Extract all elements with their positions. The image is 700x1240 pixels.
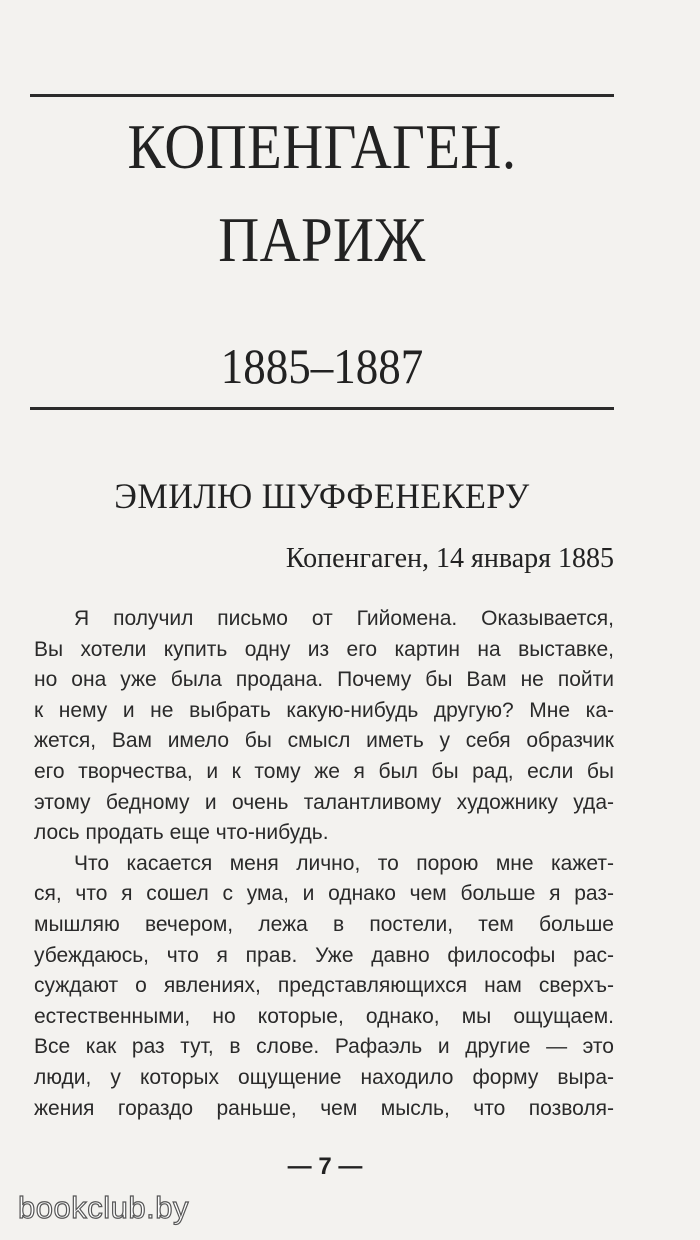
- chapter-title-line-2: ПАРИЖ: [218, 205, 426, 275]
- text-line: Вы хотели купить одну из его картин на выставке,: [34, 637, 614, 661]
- text-line: люди, у которых ощущение находило форму выра-: [34, 1065, 614, 1089]
- text-line: Все как раз тут, в слове. Рафаэль и другие — это: [34, 1035, 614, 1059]
- top-rule: [30, 94, 614, 97]
- letter-recipient: ЭМИЛЮ ШУФФЕНЕКЕРУ: [114, 476, 530, 516]
- site-watermark: bookclub.by: [18, 1190, 189, 1225]
- text-line: лось продать еще что-нибудь.: [34, 821, 329, 845]
- page-number: — 7 —: [287, 1153, 363, 1180]
- text-line: ся, что я сошел с ума, и однако чем больше я раз-: [34, 882, 614, 906]
- text-line: убеждаюсь, что я прав. Уже давно философы рас-: [34, 943, 614, 967]
- text-line: естественными, но которые, однако, мы ощущаем.: [34, 1004, 614, 1028]
- text-line: этому бедному и очень талантливому художнику уда-: [34, 790, 614, 814]
- text-line: мышляю вечером, лежа в постели, тем больше: [34, 912, 614, 936]
- text-line: Что касается меня лично, то порою мне кажет-: [74, 851, 614, 875]
- bottom-rule: [30, 407, 614, 410]
- text-line: Я получил письмо от Гийомена. Оказывается,: [74, 607, 614, 630]
- letter-dateline: Копенгаген, 14 января 1885: [285, 543, 614, 574]
- text-line: к нему и не выбрать какую-нибудь другую? Мне ка-: [34, 698, 614, 722]
- text-line: суждают о явлениях, представляющихся нам сверхъ-: [34, 974, 614, 998]
- text-line: жения гораздо раньше, чем мысль, что позволя-: [34, 1096, 614, 1120]
- letter-body: [34, 604, 614, 1124]
- text-line: но она уже была продана. Почему бы Вам не пойти: [34, 668, 614, 692]
- text-line: жется, Вам имело бы смысл иметь у себя образчик: [34, 729, 614, 753]
- text-line: его творчества, и к тому же я был бы рад, если бы: [34, 759, 614, 783]
- chapter-title-line-1: КОПЕНГАГЕН.: [127, 112, 517, 182]
- chapter-years: 1885–1887: [220, 338, 424, 394]
